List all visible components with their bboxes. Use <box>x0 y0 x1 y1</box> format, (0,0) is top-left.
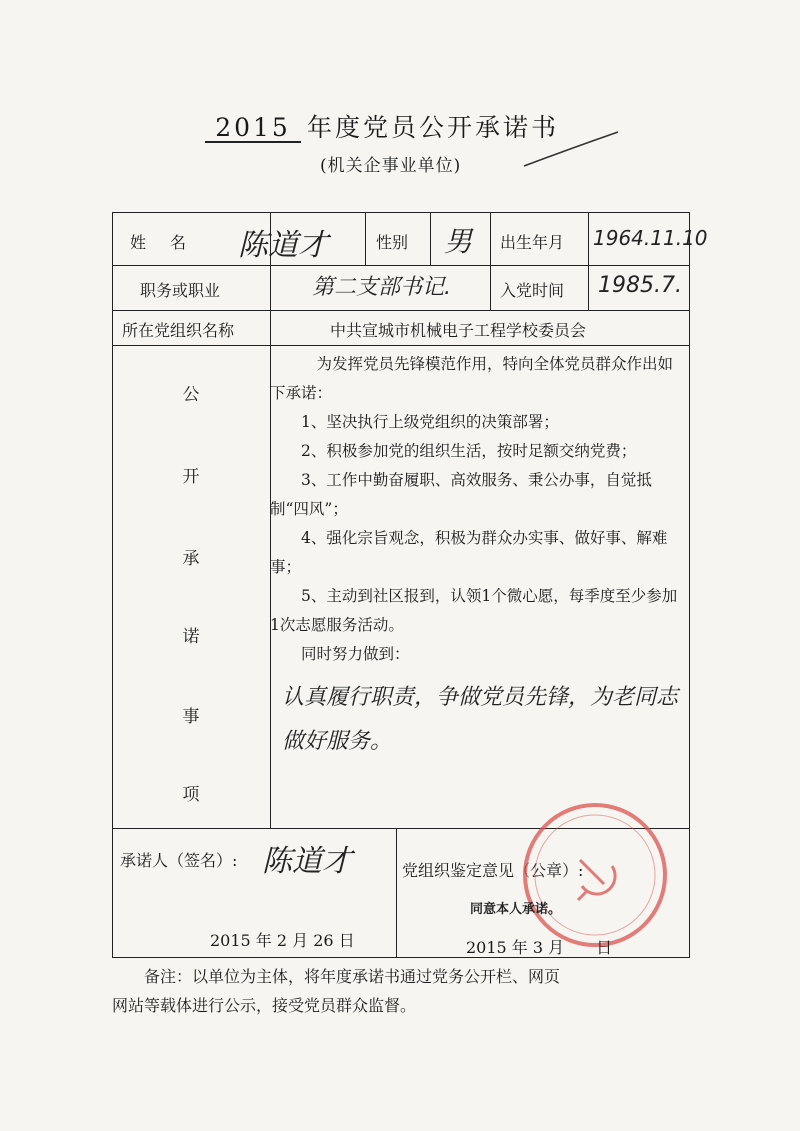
commit-item: 1、坚决执行上级党组织的决策部署； <box>301 413 559 431</box>
commit-label-char: 项 <box>182 785 200 805</box>
commit-label-char: 开 <box>182 467 200 487</box>
gender-value: 男 <box>444 225 473 258</box>
birth-label: 出生年月 <box>500 233 565 252</box>
page-subtitle: (机关企事业单位) <box>320 156 462 176</box>
commit-item: 2、积极参加党的组织生活，按时足额交纳党费； <box>301 442 637 460</box>
page-title <box>205 108 559 144</box>
title-year: 2015 <box>205 115 301 143</box>
position-value: 第二支部书记. <box>312 275 451 300</box>
column-divider <box>490 212 491 310</box>
row-divider <box>112 345 690 346</box>
org-opinion-value: 同意本人承诺。 <box>470 902 562 917</box>
title-text: 年度党员公开承诺书 <box>307 113 560 142</box>
commit-item: 4、强化宗旨观念，积极为群众办实事、做好事、解难事； <box>270 529 668 576</box>
position-label: 职务或职业 <box>140 281 221 300</box>
commit-item: 3、工作中勤奋履职、高效服务、秉公办事，自觉抵制“四风”； <box>270 471 652 518</box>
column-divider <box>430 212 431 265</box>
row-divider <box>112 265 690 266</box>
commit-label-char: 诺 <box>182 627 200 647</box>
commit-also: 同时努力做到： <box>301 645 410 663</box>
commit-label-char: 公 <box>182 385 200 405</box>
row-divider <box>112 310 690 311</box>
org-date: 2015 年 3 月 日 <box>466 938 613 957</box>
footnote-line: 网站等载体进行公示，接受党员群众监督。 <box>112 996 417 1015</box>
handwritten-pledge: 认真履行职责，争做党员先锋，为老同志做好服务。 <box>282 685 679 754</box>
name-label: 姓 名 <box>130 233 191 252</box>
commitment-text <box>270 350 686 669</box>
signer-signature: 陈道才 <box>262 844 352 879</box>
join-value: 1985.7. <box>598 273 682 298</box>
gender-label: 性别 <box>376 233 409 252</box>
join-label: 入党时间 <box>500 281 565 300</box>
column-divider <box>365 212 366 265</box>
sign-date: 2015 年 2 月 26 日 <box>210 931 355 950</box>
commit-label-char: 承 <box>182 549 200 569</box>
commit-intro: 为发挥党员先锋模范作用，特向全体党员群众作出如下承诺： <box>270 355 674 402</box>
org-label: 所在党组织名称 <box>122 321 235 340</box>
org-opinion-label: 党组织鉴定意见（公章）: <box>402 861 584 880</box>
column-divider <box>588 212 589 310</box>
pen-stroke-mark <box>522 130 622 170</box>
column-divider <box>396 828 397 958</box>
footnote <box>112 962 712 1020</box>
footnote-line: 备注：以单位为主体，将年度承诺书通过党务公开栏、网页 <box>144 967 561 986</box>
official-seal <box>520 800 670 950</box>
org-value: 中共宣城市机械电子工程学校委员会 <box>330 321 587 340</box>
birth-value: 1964.11.10 <box>593 226 708 250</box>
commit-item: 5、主动到社区报到，认领1个微心愿，每季度至少参加1次志愿服务活动。 <box>270 587 678 634</box>
commit-label-char: 事 <box>182 707 200 727</box>
signer-label: 承诺人（签名）: <box>120 851 238 870</box>
name-value: 陈道才 <box>238 228 328 263</box>
